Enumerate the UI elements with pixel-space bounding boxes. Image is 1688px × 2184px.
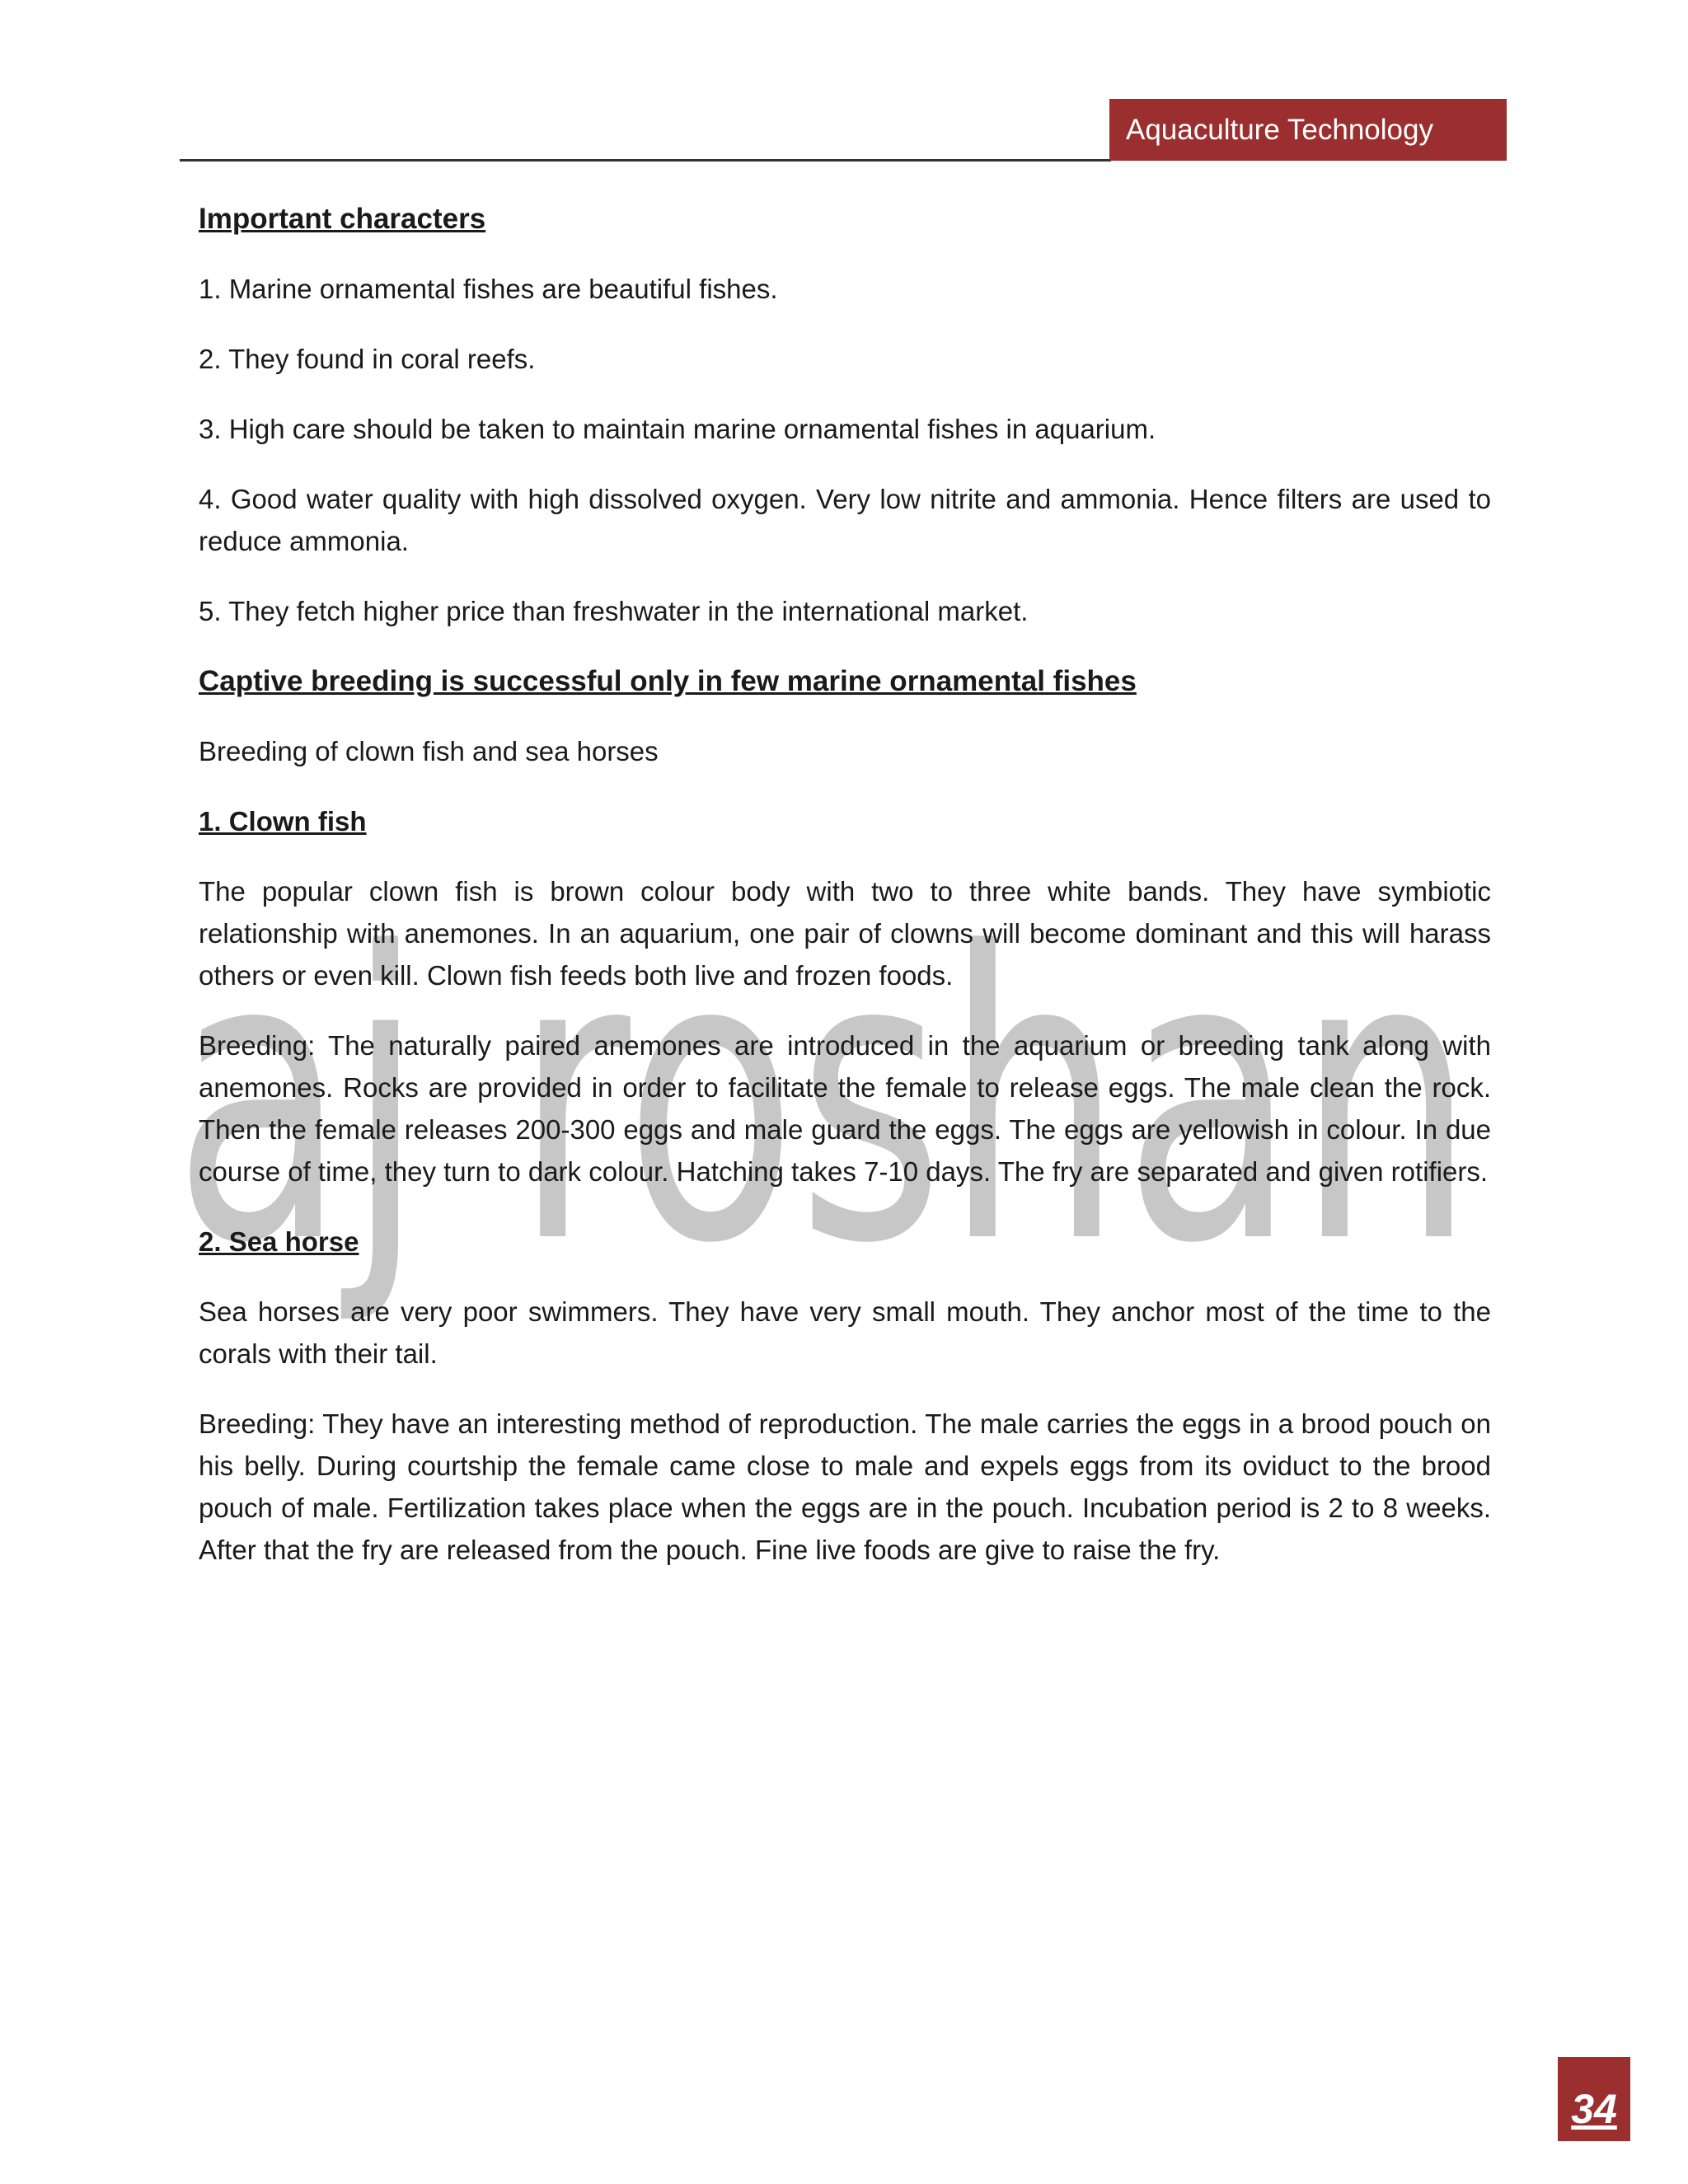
list-item: 5. They fetch higher price than freshwater in the international market. bbox=[199, 596, 1029, 626]
list-item: 3. High care should be taken to maintain marine ornamental fishes in aquarium. bbox=[199, 414, 1156, 444]
sea-horse-heading: 2. Sea horse bbox=[199, 1226, 359, 1257]
list-item: 2. They found in coral reefs. bbox=[199, 344, 536, 374]
captive-breeding-intro: Breeding of clown fish and sea horses bbox=[199, 736, 659, 766]
header-rule bbox=[180, 159, 1111, 162]
page-content bbox=[199, 198, 1491, 1599]
list-item: 1. Marine ornamental fishes are beautiful fishes. bbox=[199, 274, 778, 304]
watermark-text: aj roshan bbox=[173, 869, 1475, 1330]
clown-fish-description: The popular clown fish is brown colour body with two to three white bands. They have symbiotic relationship with anemones. In an aquarium, one pair of clowns will become dominant and this will harass others or even kill. Clown fish feeds both live and frozen foods. bbox=[199, 876, 1491, 991]
clown-fish-breeding: Breeding: The naturally paired anemones are introduced in the aquarium or breeding tank along with anemones. Rocks are provided in order to facilitate the female to release eggs. The male clean the rock. Then the female releases 200-300 eggs and male guard the eggs. The eggs are yellowish in colour. In due course of time, they turn to dark colour. Hatching takes 7-10 days. The fry are separated and given rotifiers. bbox=[199, 1030, 1491, 1187]
important-characters-heading: Important characters bbox=[199, 203, 486, 235]
sea-horse-breeding: Breeding: They have an interesting method of reproduction. The male carries the eggs in a brood pouch on his belly. During courtship the female came close to male and expels eggs from its oviduct to the brood pouch of male. Fertilization takes place when the eggs are in the pouch. Incubation period is 2 to 8 weeks. After that the fry are released from the pouch. Fine live foods are give to raise the fry. bbox=[199, 1408, 1491, 1565]
header-title: Aquaculture Technology bbox=[1109, 99, 1507, 161]
list-item: 4. Good water quality with high dissolved oxygen. Very low nitrite and ammonia. Hence filters are used to reduce ammonia. bbox=[199, 484, 1491, 556]
captive-breeding-heading: Captive breeding is successful only in few marine ornamental fishes bbox=[199, 665, 1137, 697]
page-number-box bbox=[1558, 2057, 1630, 2141]
page-number: 34 bbox=[1571, 2086, 1617, 2132]
clown-fish-heading: 1. Clown fish bbox=[199, 806, 367, 837]
sea-horse-description: Sea horses are very poor swimmers. They have very small mouth. They anchor most of the time to the corals with their tail. bbox=[199, 1296, 1491, 1369]
